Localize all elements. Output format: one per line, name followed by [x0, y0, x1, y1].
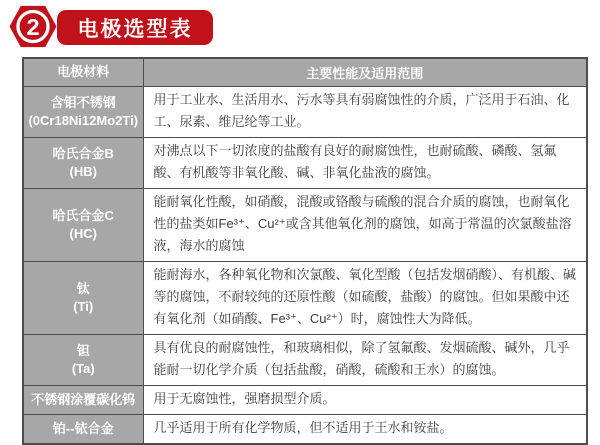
- material-name: 哈氏合金C: [52, 207, 114, 223]
- table-row: [23, 334, 587, 385]
- material-cell: [23, 86, 143, 137]
- table-row: [23, 137, 587, 188]
- material-name: 铂--铱合金: [52, 420, 114, 436]
- description-cell: 能耐氧化性酸，如硝酸，混酸或铬酸与硫酸的混合介质的腐蚀，也耐氧化性的盐类如Fe³⁺、Cu²⁺或含其他氧化剂的腐蚀，如高于常温的次氯酸盐溶液，海水的腐蚀: [143, 188, 587, 261]
- description-cell: 用于无腐蚀性，强磨损型介质。: [143, 385, 587, 414]
- column-header-performance: 主要性能及适用范围: [143, 58, 587, 86]
- badge-number: 2: [26, 13, 40, 40]
- description-cell: 能耐海水，各种氧化物和次氯酸、氧化型酸（包括发烟硝酸）、有机酸、碱等的腐蚀，不耐较纯的还原性酸（如硫酸，盐酸）的腐蚀。但如果酸中还有氧化剂（如硝酸、Fe³⁺、Cu²⁺）时，腐蚀性大为降低。: [143, 261, 587, 334]
- description-cell: 具有优良的耐腐蚀性，和玻璃相似，除了氢氟酸、发烟硫酸、碱外，几乎能耐一切化学介质（包括盐酸，硝酸，硫酸和王水）的腐蚀。: [143, 334, 587, 385]
- material-cell: [23, 137, 143, 188]
- table-row: [23, 261, 587, 334]
- material-code: (0Cr18Ni12Mo2Ti): [28, 112, 139, 128]
- material-cell: [23, 414, 143, 444]
- table-row: [23, 385, 587, 414]
- material-name: 钛: [76, 280, 90, 296]
- table-row: [23, 86, 587, 137]
- page-title: 电极选型表: [77, 17, 193, 41]
- material-name: 含钼不锈钢: [50, 94, 116, 110]
- material-cell: [23, 188, 143, 261]
- material-name: 钽: [76, 342, 90, 358]
- description-cell: 几乎适用于所有化学物质，但不适用于王水和铵盐。: [143, 414, 587, 444]
- material-name: 不锈钢涂覆碳化钨: [31, 391, 136, 407]
- table-row: [23, 414, 587, 444]
- material-cell: [23, 261, 143, 334]
- material-code: (HB): [69, 163, 97, 179]
- description-cell: 用于工业水、生活用水、污水等具有弱腐蚀性的介质，广泛用于石油、化工、尿素、维尼纶等工业。: [143, 86, 587, 137]
- page-header: [0, 0, 600, 57]
- material-code: (HC): [69, 225, 97, 241]
- material-code: (Ti): [73, 298, 94, 314]
- material-cell: [23, 334, 143, 385]
- description-cell: 对沸点以下一切浓度的盐酸有良好的耐腐蚀性，也耐硫酸、磷酸、氢氟酸、有机酸等非氧化酸、碱、非氧化盐液的腐蚀。: [143, 137, 587, 188]
- material-code: (Ta): [71, 360, 95, 376]
- table-header-row: [23, 58, 587, 86]
- column-header-material: 电极材料: [23, 58, 143, 86]
- title-ribbon: [57, 10, 213, 45]
- material-name: 哈氏合金B: [52, 145, 114, 161]
- table-row: [23, 188, 587, 261]
- number-badge-icon: [8, 3, 58, 50]
- material-cell: [23, 385, 143, 414]
- electrode-selection-table: [22, 57, 588, 445]
